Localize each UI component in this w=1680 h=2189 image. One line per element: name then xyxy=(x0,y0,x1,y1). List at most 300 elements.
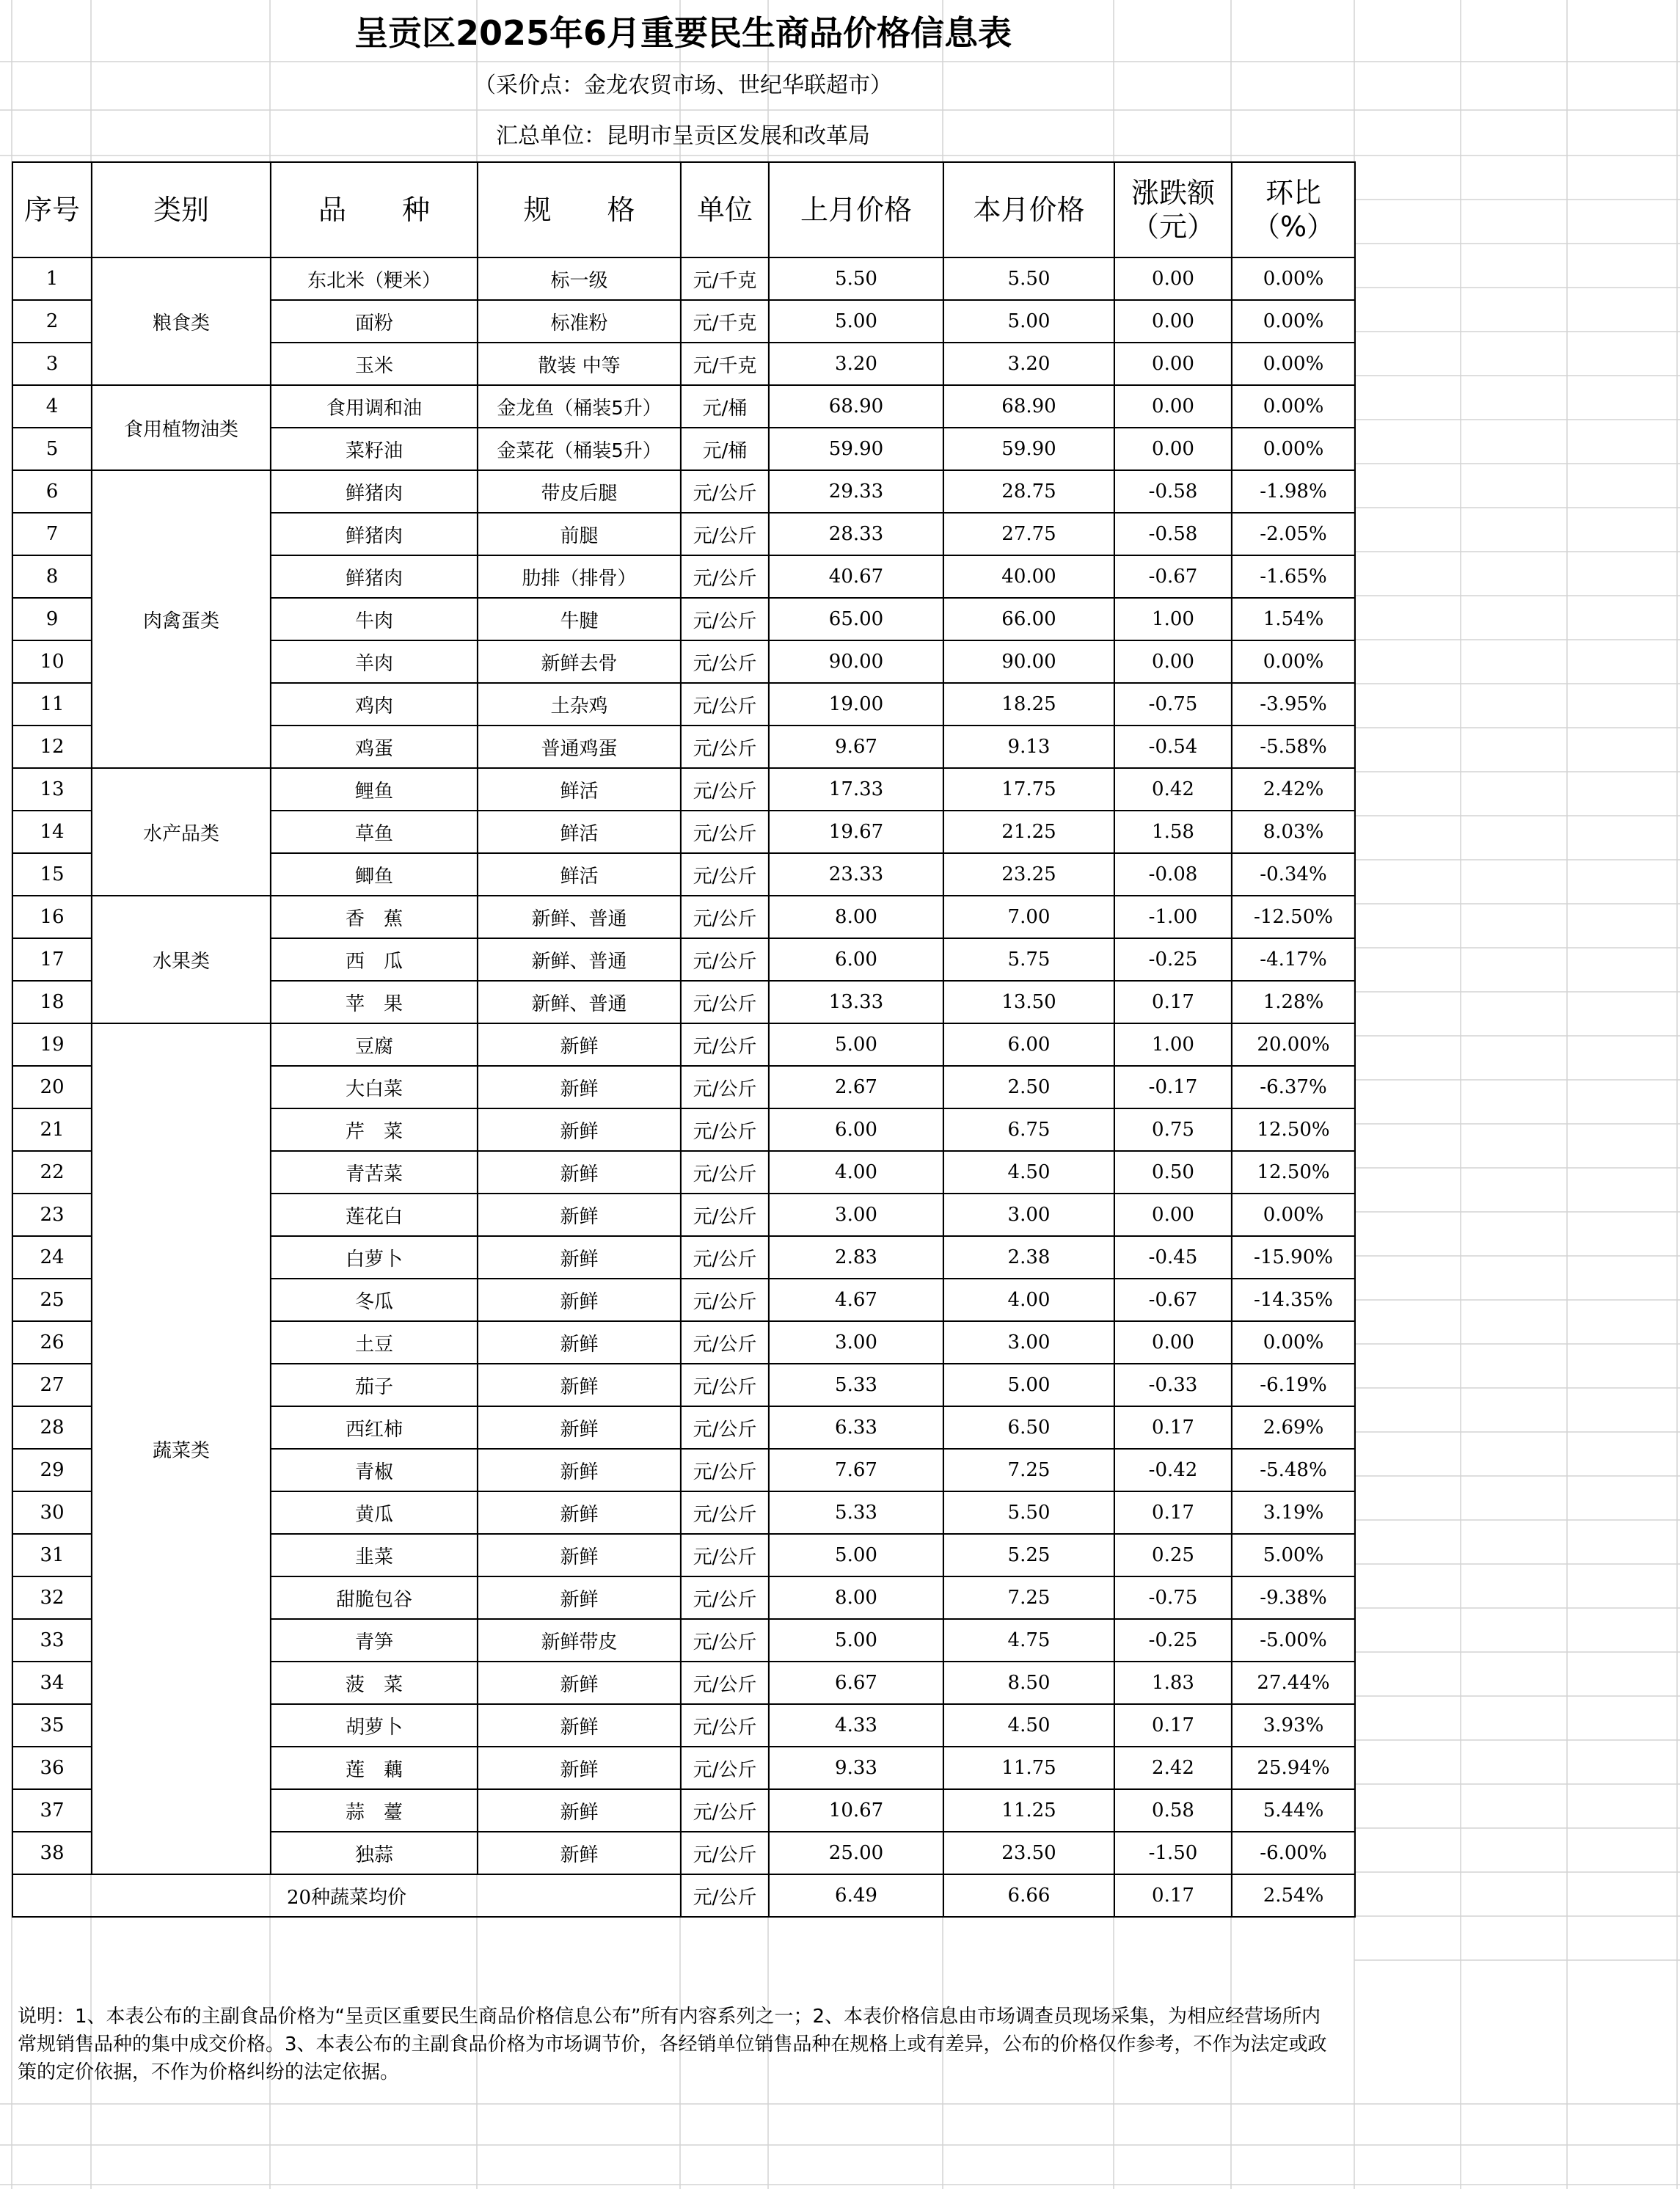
row-this-price: 27.75 xyxy=(943,513,1114,555)
row-mom: 5.00% xyxy=(1232,1534,1355,1576)
row-seq: 13 xyxy=(12,768,92,811)
row-change: -0.45 xyxy=(1114,1236,1232,1279)
row-variety: 玉米 xyxy=(271,343,478,385)
row-spec: 标一级 xyxy=(478,257,681,300)
row-last-price: 8.00 xyxy=(769,1576,943,1619)
row-unit: 元/公斤 xyxy=(681,938,769,981)
row-unit: 元/公斤 xyxy=(681,513,769,555)
row-unit: 元/公斤 xyxy=(681,683,769,726)
row-this-price: 40.00 xyxy=(943,555,1114,598)
row-seq: 20 xyxy=(12,1066,92,1108)
row-spec: 新鲜 xyxy=(478,1789,681,1832)
row-spec: 新鲜 xyxy=(478,1832,681,1874)
row-mom: 25.94% xyxy=(1232,1747,1355,1789)
row-seq: 34 xyxy=(12,1662,92,1704)
row-last-price: 6.00 xyxy=(769,938,943,981)
row-variety: 鲜猪肉 xyxy=(271,513,478,555)
row-unit: 元/公斤 xyxy=(681,896,769,938)
row-this-price: 5.50 xyxy=(943,257,1114,300)
table-row xyxy=(12,768,1355,811)
row-mom: 3.93% xyxy=(1232,1704,1355,1747)
header-change-line1: 涨跌额 xyxy=(1131,177,1215,209)
row-last-price: 28.33 xyxy=(769,513,943,555)
row-this-price: 5.25 xyxy=(943,1534,1114,1576)
row-this-price: 13.50 xyxy=(943,981,1114,1023)
row-seq: 24 xyxy=(12,1236,92,1279)
row-mom: 0.00% xyxy=(1232,1194,1355,1236)
row-seq: 7 xyxy=(12,513,92,555)
row-variety: 韭菜 xyxy=(271,1534,478,1576)
row-change: -0.67 xyxy=(1114,1279,1232,1321)
row-change: -0.75 xyxy=(1114,683,1232,726)
row-last-price: 2.83 xyxy=(769,1236,943,1279)
row-variety: 西红柿 xyxy=(271,1406,478,1449)
row-change: 0.17 xyxy=(1114,1491,1232,1534)
row-change: 0.75 xyxy=(1114,1108,1232,1151)
row-last-price: 65.00 xyxy=(769,598,943,640)
row-variety: 土豆 xyxy=(271,1321,478,1364)
page-title: 呈贡区2025年6月重要民生商品价格信息表 xyxy=(354,13,1012,53)
row-this-price: 23.50 xyxy=(943,1832,1114,1874)
row-seq: 27 xyxy=(12,1364,92,1406)
row-variety: 豆腐 xyxy=(271,1023,478,1066)
row-mom: -6.00% xyxy=(1232,1832,1355,1874)
row-this-price: 18.25 xyxy=(943,683,1114,726)
table-body xyxy=(12,257,1355,1874)
row-this-price: 28.75 xyxy=(943,470,1114,513)
header-mom-line2: （%） xyxy=(1252,211,1335,243)
row-spec: 新鲜 xyxy=(478,1449,681,1491)
row-unit: 元/千克 xyxy=(681,300,769,343)
row-this-price: 68.90 xyxy=(943,385,1114,428)
row-seq: 33 xyxy=(12,1619,92,1662)
row-last-price: 59.90 xyxy=(769,428,943,470)
row-variety: 菠 菜 xyxy=(271,1662,478,1704)
row-this-price: 11.75 xyxy=(943,1747,1114,1789)
row-seq: 18 xyxy=(12,981,92,1023)
row-spec: 新鲜 xyxy=(478,1023,681,1066)
row-spec: 鲜活 xyxy=(478,768,681,811)
row-change: -0.58 xyxy=(1114,513,1232,555)
row-unit: 元/公斤 xyxy=(681,726,769,768)
row-variety: 鲜猪肉 xyxy=(271,555,478,598)
row-last-price: 5.50 xyxy=(769,257,943,300)
table-header-row xyxy=(12,162,1355,257)
row-mom: -6.37% xyxy=(1232,1066,1355,1108)
row-change: 0.00 xyxy=(1114,640,1232,683)
row-spec: 新鲜带皮 xyxy=(478,1619,681,1662)
row-spec: 新鲜 xyxy=(478,1576,681,1619)
row-change: -0.54 xyxy=(1114,726,1232,768)
row-spec: 新鲜 xyxy=(478,1704,681,1747)
row-spec: 新鲜 xyxy=(478,1066,681,1108)
category-cell: 粮食类 xyxy=(92,257,271,385)
row-variety: 独蒜 xyxy=(271,1832,478,1874)
row-mom: 0.00% xyxy=(1232,385,1355,428)
header-unit: 单位 xyxy=(681,162,769,257)
row-unit: 元/公斤 xyxy=(681,1151,769,1194)
row-unit: 元/公斤 xyxy=(681,1534,769,1576)
row-change: -0.25 xyxy=(1114,1619,1232,1662)
row-spec: 金龙鱼（桶装5升） xyxy=(478,385,681,428)
row-variety: 羊肉 xyxy=(271,640,478,683)
row-spec: 标准粉 xyxy=(478,300,681,343)
row-variety: 蒜 薹 xyxy=(271,1789,478,1832)
header-category: 类别 xyxy=(92,162,271,257)
row-this-price: 23.25 xyxy=(943,853,1114,896)
row-change: -0.58 xyxy=(1114,470,1232,513)
row-spec: 新鲜 xyxy=(478,1108,681,1151)
row-variety: 青笋 xyxy=(271,1619,478,1662)
row-variety: 芹 菜 xyxy=(271,1108,478,1151)
row-change: -1.50 xyxy=(1114,1832,1232,1874)
average-last-price: 6.49 xyxy=(769,1874,943,1917)
row-this-price: 8.50 xyxy=(943,1662,1114,1704)
row-change: 0.58 xyxy=(1114,1789,1232,1832)
row-mom: 27.44% xyxy=(1232,1662,1355,1704)
row-change: 0.00 xyxy=(1114,257,1232,300)
table-row xyxy=(12,1023,1355,1066)
row-last-price: 9.33 xyxy=(769,1747,943,1789)
row-mom: -3.95% xyxy=(1232,683,1355,726)
row-variety: 鲤鱼 xyxy=(271,768,478,811)
row-seq: 28 xyxy=(12,1406,92,1449)
row-change: 0.00 xyxy=(1114,428,1232,470)
row-variety: 菜籽油 xyxy=(271,428,478,470)
row-mom: -12.50% xyxy=(1232,896,1355,938)
row-unit: 元/公斤 xyxy=(681,768,769,811)
row-spec: 新鲜 xyxy=(478,1279,681,1321)
row-change: 0.25 xyxy=(1114,1534,1232,1576)
row-seq: 10 xyxy=(12,640,92,683)
row-variety: 香 蕉 xyxy=(271,896,478,938)
row-this-price: 66.00 xyxy=(943,598,1114,640)
category-cell: 水果类 xyxy=(92,896,271,1023)
row-variety: 莲 藕 xyxy=(271,1747,478,1789)
row-seq: 4 xyxy=(12,385,92,428)
row-unit: 元/公斤 xyxy=(681,1236,769,1279)
header-seq: 序号 xyxy=(12,162,92,257)
average-unit: 元/公斤 xyxy=(681,1874,769,1917)
header-mom-line1: 环比 xyxy=(1265,177,1321,209)
row-mom: -0.34% xyxy=(1232,853,1355,896)
row-unit: 元/公斤 xyxy=(681,1576,769,1619)
row-last-price: 8.00 xyxy=(769,896,943,938)
row-unit: 元/公斤 xyxy=(681,598,769,640)
row-spec: 肋排（排骨） xyxy=(478,555,681,598)
row-seq: 35 xyxy=(12,1704,92,1747)
header-last-price: 上月价格 xyxy=(769,162,943,257)
row-mom: -15.90% xyxy=(1232,1236,1355,1279)
row-spec: 散装 中等 xyxy=(478,343,681,385)
row-this-price: 6.50 xyxy=(943,1406,1114,1449)
row-change: 0.00 xyxy=(1114,1321,1232,1364)
row-last-price: 5.33 xyxy=(769,1491,943,1534)
row-last-price: 25.00 xyxy=(769,1832,943,1874)
row-mom: 8.03% xyxy=(1232,811,1355,853)
row-last-price: 5.00 xyxy=(769,1534,943,1576)
row-spec: 新鲜、普通 xyxy=(478,896,681,938)
row-last-price: 23.33 xyxy=(769,853,943,896)
row-change: -0.33 xyxy=(1114,1364,1232,1406)
row-spec: 鲜活 xyxy=(478,853,681,896)
row-unit: 元/公斤 xyxy=(681,981,769,1023)
row-last-price: 6.33 xyxy=(769,1406,943,1449)
row-spec: 新鲜 xyxy=(478,1194,681,1236)
row-unit: 元/公斤 xyxy=(681,555,769,598)
row-last-price: 5.00 xyxy=(769,300,943,343)
category-cell: 水产品类 xyxy=(92,768,271,896)
category-cell: 蔬菜类 xyxy=(92,1023,271,1874)
row-last-price: 13.33 xyxy=(769,981,943,1023)
row-unit: 元/公斤 xyxy=(681,470,769,513)
average-mom: 2.54% xyxy=(1232,1874,1355,1917)
row-spec: 普通鸡蛋 xyxy=(478,726,681,768)
row-last-price: 7.67 xyxy=(769,1449,943,1491)
row-this-price: 4.00 xyxy=(943,1279,1114,1321)
header-mom xyxy=(1232,162,1355,257)
row-unit: 元/公斤 xyxy=(681,1449,769,1491)
row-seq: 37 xyxy=(12,1789,92,1832)
row-seq: 1 xyxy=(12,257,92,300)
row-last-price: 5.00 xyxy=(769,1023,943,1066)
row-seq: 12 xyxy=(12,726,92,768)
row-seq: 6 xyxy=(12,470,92,513)
row-change: 1.83 xyxy=(1114,1662,1232,1704)
row-variety: 面粉 xyxy=(271,300,478,343)
footnote: 说明：1、本表公布的主副食品价格为“呈贡区重要民生商品价格信息公布”所有内容系列之一；2、本表价格信息由市场调查员现场采集，为相应经营场所内常规销售品种的集中成交价格。3、本表公布的主副食品价格为市场调节价，各经销单位销售品种在规格上或有差异，公布的价格仅作参考，不作为法定或政策的定价依据，不作为价格纠纷的法定依据。 xyxy=(18,2006,1327,2083)
row-spec: 新鲜、普通 xyxy=(478,981,681,1023)
row-change: 0.17 xyxy=(1114,981,1232,1023)
row-mom: 0.00% xyxy=(1232,1321,1355,1364)
row-unit: 元/公斤 xyxy=(681,1619,769,1662)
row-this-price: 4.50 xyxy=(943,1151,1114,1194)
row-mom: -1.65% xyxy=(1232,555,1355,598)
row-last-price: 9.67 xyxy=(769,726,943,768)
header-variety: 品 种 xyxy=(271,162,478,257)
row-mom: -4.17% xyxy=(1232,938,1355,981)
row-last-price: 3.00 xyxy=(769,1194,943,1236)
row-seq: 23 xyxy=(12,1194,92,1236)
row-spec: 鲜活 xyxy=(478,811,681,853)
table-row xyxy=(12,257,1355,300)
row-unit: 元/公斤 xyxy=(681,640,769,683)
row-unit: 元/公斤 xyxy=(681,1364,769,1406)
row-change: 0.50 xyxy=(1114,1151,1232,1194)
row-unit: 元/公斤 xyxy=(681,1321,769,1364)
row-change: 2.42 xyxy=(1114,1747,1232,1789)
row-this-price: 90.00 xyxy=(943,640,1114,683)
row-change: -1.00 xyxy=(1114,896,1232,938)
row-last-price: 6.67 xyxy=(769,1662,943,1704)
row-change: -0.08 xyxy=(1114,853,1232,896)
row-change: 0.00 xyxy=(1114,385,1232,428)
row-spec: 新鲜 xyxy=(478,1491,681,1534)
row-spec: 新鲜 xyxy=(478,1364,681,1406)
row-mom: 3.19% xyxy=(1232,1491,1355,1534)
row-this-price: 9.13 xyxy=(943,726,1114,768)
row-last-price: 6.00 xyxy=(769,1108,943,1151)
row-mom: 2.42% xyxy=(1232,768,1355,811)
row-spec: 新鲜 xyxy=(478,1662,681,1704)
row-change: 0.00 xyxy=(1114,300,1232,343)
row-seq: 11 xyxy=(12,683,92,726)
row-variety: 食用调和油 xyxy=(271,385,478,428)
row-change: 0.42 xyxy=(1114,768,1232,811)
row-spec: 新鲜 xyxy=(478,1236,681,1279)
row-seq: 29 xyxy=(12,1449,92,1491)
row-mom: -5.48% xyxy=(1232,1449,1355,1491)
row-unit: 元/公斤 xyxy=(681,811,769,853)
row-seq: 15 xyxy=(12,853,92,896)
row-variety: 苹 果 xyxy=(271,981,478,1023)
row-unit: 元/公斤 xyxy=(681,1023,769,1066)
row-seq: 19 xyxy=(12,1023,92,1066)
row-this-price: 5.00 xyxy=(943,1364,1114,1406)
row-seq: 22 xyxy=(12,1151,92,1194)
row-this-price: 7.25 xyxy=(943,1449,1114,1491)
header-change xyxy=(1114,162,1232,257)
row-unit: 元/公斤 xyxy=(681,1704,769,1747)
row-seq: 5 xyxy=(12,428,92,470)
row-seq: 32 xyxy=(12,1576,92,1619)
row-variety: 东北米（粳米） xyxy=(271,257,478,300)
row-spec: 新鲜 xyxy=(478,1321,681,1364)
row-unit: 元/公斤 xyxy=(681,853,769,896)
row-spec: 新鲜 xyxy=(478,1534,681,1576)
row-unit: 元/公斤 xyxy=(681,1832,769,1874)
row-mom: 20.00% xyxy=(1232,1023,1355,1066)
row-last-price: 29.33 xyxy=(769,470,943,513)
row-last-price: 2.67 xyxy=(769,1066,943,1108)
row-last-price: 68.90 xyxy=(769,385,943,428)
row-this-price: 7.00 xyxy=(943,896,1114,938)
row-this-price: 3.20 xyxy=(943,343,1114,385)
row-this-price: 2.50 xyxy=(943,1066,1114,1108)
row-unit: 元/千克 xyxy=(681,343,769,385)
row-this-price: 3.00 xyxy=(943,1321,1114,1364)
row-unit: 元/桶 xyxy=(681,385,769,428)
row-variety: 青椒 xyxy=(271,1449,478,1491)
row-variety: 黄瓜 xyxy=(271,1491,478,1534)
row-change: -0.75 xyxy=(1114,1576,1232,1619)
row-last-price: 3.20 xyxy=(769,343,943,385)
row-variety: 莲花白 xyxy=(271,1194,478,1236)
row-change: 0.00 xyxy=(1114,1194,1232,1236)
row-change: 0.17 xyxy=(1114,1704,1232,1747)
row-mom: -2.05% xyxy=(1232,513,1355,555)
row-seq: 8 xyxy=(12,555,92,598)
row-spec: 新鲜去骨 xyxy=(478,640,681,683)
row-unit: 元/公斤 xyxy=(681,1066,769,1108)
row-mom: 12.50% xyxy=(1232,1151,1355,1194)
row-last-price: 4.67 xyxy=(769,1279,943,1321)
row-seq: 16 xyxy=(12,896,92,938)
row-seq: 2 xyxy=(12,300,92,343)
row-change: 1.00 xyxy=(1114,598,1232,640)
row-this-price: 6.75 xyxy=(943,1108,1114,1151)
row-variety: 牛肉 xyxy=(271,598,478,640)
row-unit: 元/公斤 xyxy=(681,1491,769,1534)
row-unit: 元/公斤 xyxy=(681,1406,769,1449)
price-table xyxy=(12,161,1356,1918)
header-change-line2: （元） xyxy=(1131,211,1215,243)
row-last-price: 17.33 xyxy=(769,768,943,811)
row-mom: -14.35% xyxy=(1232,1279,1355,1321)
row-variety: 草鱼 xyxy=(271,811,478,853)
row-mom: -1.98% xyxy=(1232,470,1355,513)
row-mom: -5.58% xyxy=(1232,726,1355,768)
row-unit: 元/公斤 xyxy=(681,1279,769,1321)
row-mom: 5.44% xyxy=(1232,1789,1355,1832)
row-mom: -5.00% xyxy=(1232,1619,1355,1662)
row-unit: 元/千克 xyxy=(681,257,769,300)
row-this-price: 21.25 xyxy=(943,811,1114,853)
row-seq: 25 xyxy=(12,1279,92,1321)
row-variety: 鸡肉 xyxy=(271,683,478,726)
row-seq: 26 xyxy=(12,1321,92,1364)
row-seq: 3 xyxy=(12,343,92,385)
row-seq: 21 xyxy=(12,1108,92,1151)
row-last-price: 3.00 xyxy=(769,1321,943,1364)
average-row xyxy=(12,1874,1355,1917)
row-change: 1.58 xyxy=(1114,811,1232,853)
row-variety: 白萝卜 xyxy=(271,1236,478,1279)
row-mom: 0.00% xyxy=(1232,257,1355,300)
row-spec: 新鲜 xyxy=(478,1747,681,1789)
row-unit: 元/公斤 xyxy=(681,1108,769,1151)
row-change: -0.42 xyxy=(1114,1449,1232,1491)
row-variety: 西 瓜 xyxy=(271,938,478,981)
row-unit: 元/公斤 xyxy=(681,1747,769,1789)
row-this-price: 5.50 xyxy=(943,1491,1114,1534)
row-spec: 带皮后腿 xyxy=(478,470,681,513)
row-this-price: 6.00 xyxy=(943,1023,1114,1066)
row-change: 0.00 xyxy=(1114,343,1232,385)
row-spec: 金菜花（桶装5升） xyxy=(478,428,681,470)
row-unit: 元/公斤 xyxy=(681,1662,769,1704)
row-last-price: 19.67 xyxy=(769,811,943,853)
row-mom: -9.38% xyxy=(1232,1576,1355,1619)
row-spec: 新鲜、普通 xyxy=(478,938,681,981)
category-cell: 食用植物油类 xyxy=(92,385,271,470)
row-mom: 0.00% xyxy=(1232,343,1355,385)
row-this-price: 59.90 xyxy=(943,428,1114,470)
row-change: 1.00 xyxy=(1114,1023,1232,1066)
row-variety: 冬瓜 xyxy=(271,1279,478,1321)
average-this-price: 6.66 xyxy=(943,1874,1114,1917)
row-spec: 前腿 xyxy=(478,513,681,555)
row-change: -0.25 xyxy=(1114,938,1232,981)
row-this-price: 2.38 xyxy=(943,1236,1114,1279)
row-seq: 14 xyxy=(12,811,92,853)
row-last-price: 5.00 xyxy=(769,1619,943,1662)
row-variety: 青苦菜 xyxy=(271,1151,478,1194)
row-mom: 12.50% xyxy=(1232,1108,1355,1151)
row-seq: 9 xyxy=(12,598,92,640)
row-variety: 胡萝卜 xyxy=(271,1704,478,1747)
row-spec: 新鲜 xyxy=(478,1151,681,1194)
row-variety: 甜脆包谷 xyxy=(271,1576,478,1619)
organization-label: 汇总单位：昆明市呈贡区发展和改革局 xyxy=(496,123,870,149)
row-variety: 鸡蛋 xyxy=(271,726,478,768)
header-spec: 规 格 xyxy=(478,162,681,257)
row-mom: 0.00% xyxy=(1232,640,1355,683)
row-unit: 元/公斤 xyxy=(681,1194,769,1236)
row-seq: 36 xyxy=(12,1747,92,1789)
row-last-price: 19.00 xyxy=(769,683,943,726)
row-this-price: 7.25 xyxy=(943,1576,1114,1619)
